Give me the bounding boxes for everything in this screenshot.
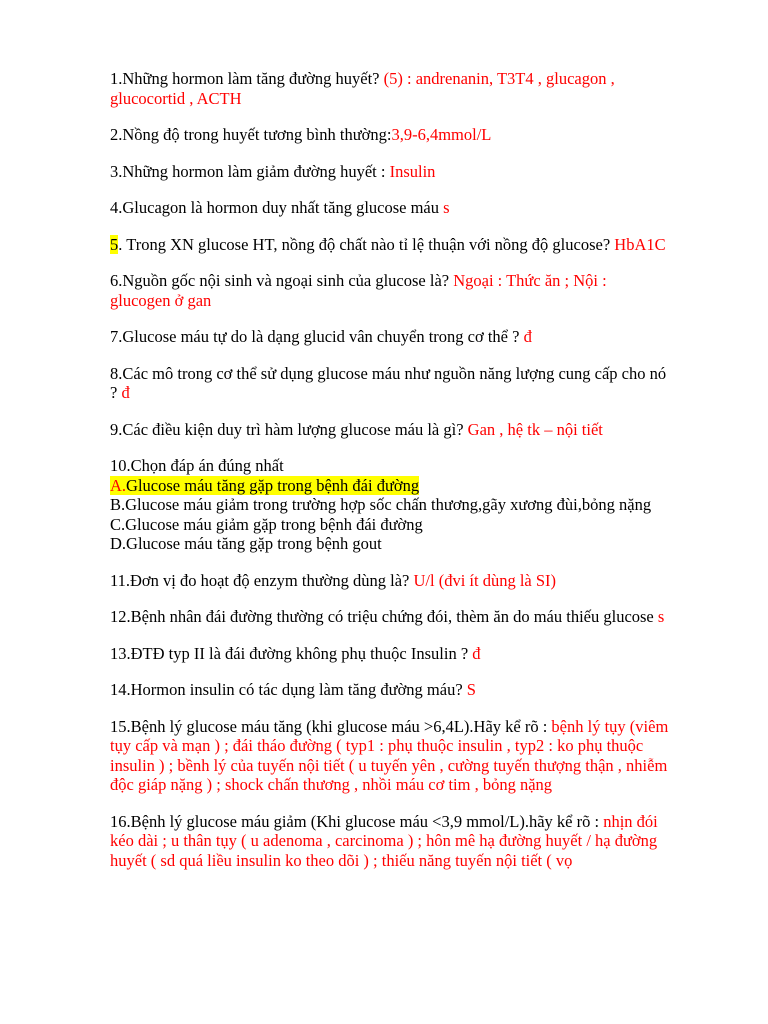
question-number-highlight: 5 <box>110 234 119 254</box>
answer-text: s <box>657 607 665 626</box>
question-11 <box>110 571 670 591</box>
answer-text: nhịn đói kéo dài ; u thân tụy ( u adenoma , carcinoma ) ; hôn mê hạ đường huyết / hạ đường huyết ( sd quá liều insulin ko theo dõi ) ; thiếu năng tuyến nội tiết ( vọ <box>110 811 658 870</box>
answer-text: s <box>443 198 450 217</box>
question-text: 7.Glucose máu tự do là dạng glucid vân chuyển trong cơ thể ? <box>110 327 524 346</box>
question-12 <box>110 607 670 627</box>
answer-text: Insulin <box>389 161 436 181</box>
question-8 <box>110 364 670 403</box>
answer-text: đ <box>472 643 481 663</box>
answer-text: 3,9-6,4mmol/L <box>391 125 492 144</box>
question-text: 2.Nồng độ trong huyết tương bình thường: <box>110 125 392 144</box>
question-text: 12.Bệnh nhân đái đường thường có triệu chứng đói, thèm ăn do máu thiếu glucose <box>110 607 658 626</box>
answer-text: HbA1C <box>614 234 666 254</box>
option-c: C.Glucose máu giảm gặp trong bệnh đái đường <box>110 514 423 534</box>
question-text: 3.Những hormon làm giảm đường huyết : <box>110 161 390 181</box>
question-text: 9.Các điều kiện duy trì hàm lượng glucose máu là gì? <box>110 419 468 439</box>
question-text: 1.Những hormon làm tăng đường huyết? <box>110 69 384 88</box>
option-d: D.Glucose máu tăng gặp trong bệnh gout <box>110 534 382 553</box>
answer-text: Gan , hệ tk – nội tiết <box>467 419 603 439</box>
answer-text: đ <box>523 327 532 346</box>
option-letter: A. <box>110 475 127 495</box>
option-b: B.Glucose máu giảm trong trường hợp sốc chấn thương,gãy xương đùi,bỏng nặng <box>110 495 652 514</box>
option-a <box>110 476 670 496</box>
question-5 <box>110 235 670 255</box>
answer-text: S <box>466 680 476 699</box>
question-4 <box>110 198 670 218</box>
question-text: 16.Bệnh lý glucose máu giảm (Khi glucose máu <3,9 mmol/L).hãy kể rõ : <box>110 811 604 831</box>
answer-text: đ <box>121 383 130 402</box>
question-text: . Trong XN glucose HT, nồng độ chất nào tỉ lệ thuận với nồng độ glucose? <box>118 234 615 254</box>
question-16 <box>110 812 670 871</box>
option-text: Glucose máu tăng gặp trong bệnh đái đường <box>126 475 420 495</box>
question-3 <box>110 162 670 182</box>
question-text: 14.Hormon insulin có tác dụng làm tăng đường máu? <box>110 680 467 699</box>
question-text: 15.Bệnh lý glucose máu tăng (khi glucose máu >6,4L).Hãy kể rõ : <box>110 716 552 736</box>
question-2 <box>110 125 670 145</box>
question-text: 6.Nguồn gốc nội sinh và ngoại sinh của glucose là? <box>110 271 454 290</box>
question-14 <box>110 680 670 700</box>
answer-text: U/l (đvi ít dùng là SI) <box>413 570 557 590</box>
question-text: 11.Đơn vị đo hoạt độ enzym thường dùng là? <box>110 570 414 590</box>
answer-text: bệnh lý tụy (viêm tụy cấp và mạn ) ; đái tháo đường ( typ1 : phụ thuộc insulin , typ2 : ko phụ thuộc insulin ) ; bềnh lý của tuyến nội tiết ( u tuyến yên , cường tuyến thượng thận , nhiễm độc giáp nặng ) ; shock chấn thương , nhồi máu cơ tim , bỏng nặng <box>110 716 669 794</box>
question-text: 4.Glucagon là hormon duy nhất tăng glucose máu <box>110 198 444 217</box>
question-7 <box>110 327 670 347</box>
question-13 <box>110 644 670 664</box>
question-text: 13.ĐTĐ typ II là đái đường không phụ thuộc Insulin ? <box>110 643 473 663</box>
question-list <box>110 69 670 887</box>
answer-text: (5) : andrenanin, T3T4 , glucagon , glucocortid , ACTH <box>110 69 615 108</box>
question-6 <box>110 271 670 310</box>
answer-text: Ngoại : Thức ăn ; Nội : glucogen ở gan <box>110 271 607 310</box>
question-1 <box>110 69 670 108</box>
question-text: 10.Chọn đáp án đúng nhất <box>110 456 284 475</box>
question-text: 8.Các mô trong cơ thể sử dụng glucose máu như nguồn năng lượng cung cấp cho nó ? <box>110 363 667 402</box>
question-10 <box>110 456 670 554</box>
question-9 <box>110 420 670 440</box>
question-15 <box>110 717 670 795</box>
